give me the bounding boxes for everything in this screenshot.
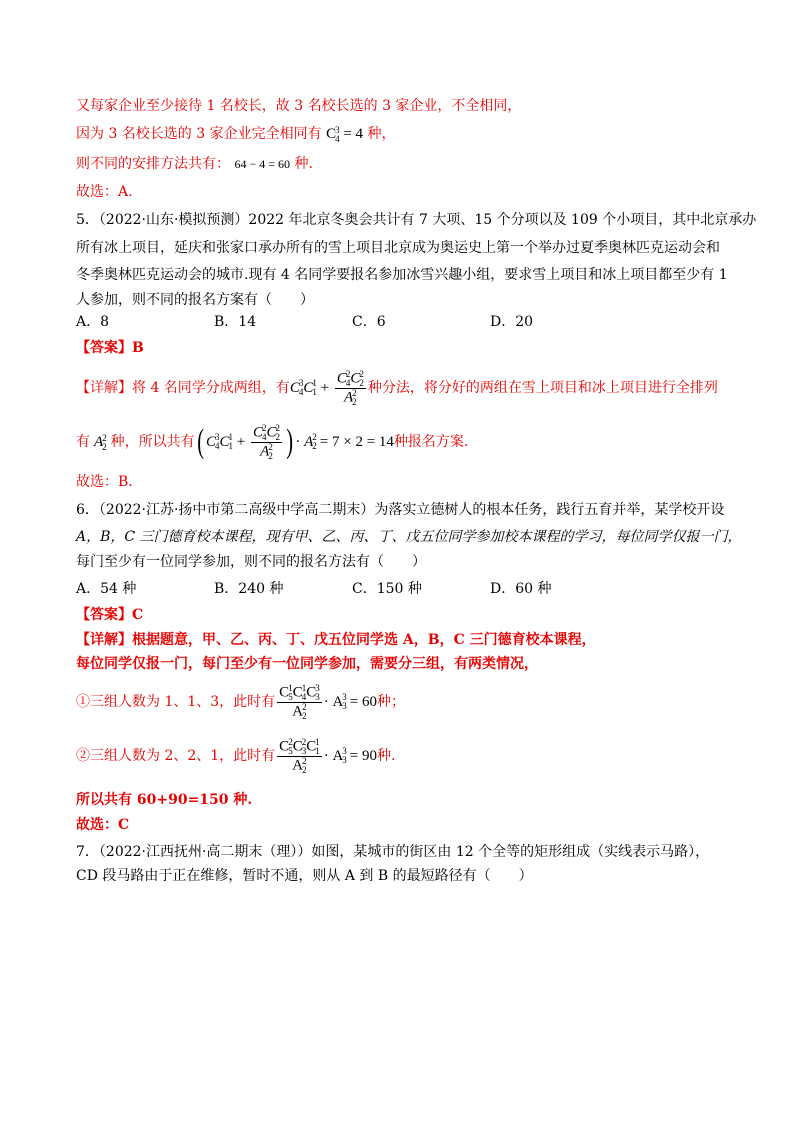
q6-detail-line-2: 每位同学仅报一门，每门至少有一位同学参加，需要分三组，有两类情况， <box>76 656 538 672</box>
q5-stem-line-2: 所有冰上项目，延庆和张家口承办所有的雪上项目北京成为奥运史上第一个举办过夏季奥林匹克运动会和 <box>76 240 720 256</box>
q6-detail-line-1: 【详解】根据题意，甲、乙、丙、丁、戊五位同学选 A，B，C 三门德育校本课程， <box>76 632 596 648</box>
q6-total: 所以共有 60+90=150 种. <box>76 792 253 808</box>
q5-answer: 【答案】B <box>76 340 144 356</box>
q6-case-1: ①三组人数为 1、1、3，此时有 C 1 5 C 1 4 C 3 3 A 2 2 · A 3 3 = 60 种； <box>76 682 406 721</box>
q5-option-d: D．20 <box>490 314 534 330</box>
q6-stem-line-2: A，B，C 三门德育校本课程，现有甲、乙、丙、丁、戊五位同学参加校本课程的学习，每位同学仅报一门， <box>76 529 742 545</box>
q6-stem-line-3: 每门至少有一位同学参加，则不同的报名方法有（ ） <box>76 554 426 570</box>
q5-final-choice: 故选：B. <box>76 474 133 490</box>
prev-line-1: 又每家企业至少接待 1 名校长，故 3 名校长选的 3 家企业，不全相同， <box>76 98 522 114</box>
q6-option-d: D．60 种 <box>490 581 552 597</box>
combination-formula: C 3 4 = 4 <box>326 124 364 144</box>
q6-formula-case-2: C 2 5 C 2 3 C 1 1 A 2 2 · A 3 3 = 90 <box>279 736 378 775</box>
q6-option-b: B．240 种 <box>214 581 284 597</box>
q5-detail-line-2: 有 A 2 2 种，所以共有 ( C 3 4 C 1 1 + C 2 4 C 2 2 A 2 2 ) · A 2 2 = 7 × 2 = 14 种报名方案. <box>76 422 469 461</box>
prev-line-2: 因为 3 名校长选的 3 家企业完全相同有 C 3 4 = 4 种， <box>76 124 396 144</box>
prev-line-3: 则不同的安排方法共有： 64 − 4 = 60 种. <box>76 156 313 172</box>
q5-option-b: B．14 <box>214 314 257 330</box>
q6-option-c: C．150 种 <box>352 581 422 597</box>
q5-stem-line-3: 冬季奥林匹克运动会的城市.现有 4 名同学要报名参加冰雪兴趣小组，要求雪上项目和冰上项目都至少有 1 <box>76 267 728 283</box>
q5-formula-a22: A 2 2 <box>94 432 107 452</box>
q6-option-a: A．54 种 <box>76 581 137 597</box>
q7-stem-line-1: 7．（2022·江西抚州·高二期末（理））如图，某城市的街区由 12 个全等的矩形组成（实线表示马路）， <box>76 844 710 860</box>
q5-stem-line-1: 5．（2022·山东·模拟预测）2022 年北京冬奥会共计有 7 大项、15 个分项以及 109 个小项目，其中北京承办 <box>76 212 757 228</box>
q5-option-c: C．6 <box>352 314 386 330</box>
q6-stem-line-1: 6．（2022·江苏·扬中市第二高级中学高二期末）为落实立德树人的根本任务，践行五育并举，某学校开设 <box>76 502 725 518</box>
q5-detail-line-1: 【详解】将 4 名同学分成两组，有 C 3 4 C 1 1 + C 2 4 C 2 2 A 2 2 种分法，将分好的两组在雪上项目和冰上项目进行全排列 <box>76 368 718 407</box>
q5-stem-line-4: 人参加，则不同的报名方案有（ ） <box>76 292 314 308</box>
q6-answer: 【答案】C <box>76 607 144 623</box>
q7-stem-line-2: CD 段马路由于正在维修，暂时不通，则从 A 到 B 的最短路径有（ ） <box>76 868 533 884</box>
q5-formula-total: ( C 3 4 C 1 1 + C 2 4 C 2 2 A 2 2 ) · A 2 2 = 7 × 2 = 14 <box>196 422 394 461</box>
prev-final-choice: 故选：A. <box>76 184 133 200</box>
formula-64-minus-4: 64 − 4 = 60 <box>234 157 290 171</box>
q6-final-choice: 故选：C <box>76 817 130 833</box>
q5-option-a: A．8 <box>76 314 110 330</box>
q6-case-2: ②三组人数为 2、2、1，此时有 C 2 5 C 2 3 C 1 1 A 2 2 · A 3 3 = 90 种. <box>76 736 396 775</box>
q6-formula-case-1: C 1 5 C 1 4 C 3 3 A 2 2 · A 3 3 = 60 <box>279 682 378 721</box>
q5-formula-split: C 3 4 C 1 1 + C 2 4 C 2 2 A 2 2 <box>289 368 364 407</box>
